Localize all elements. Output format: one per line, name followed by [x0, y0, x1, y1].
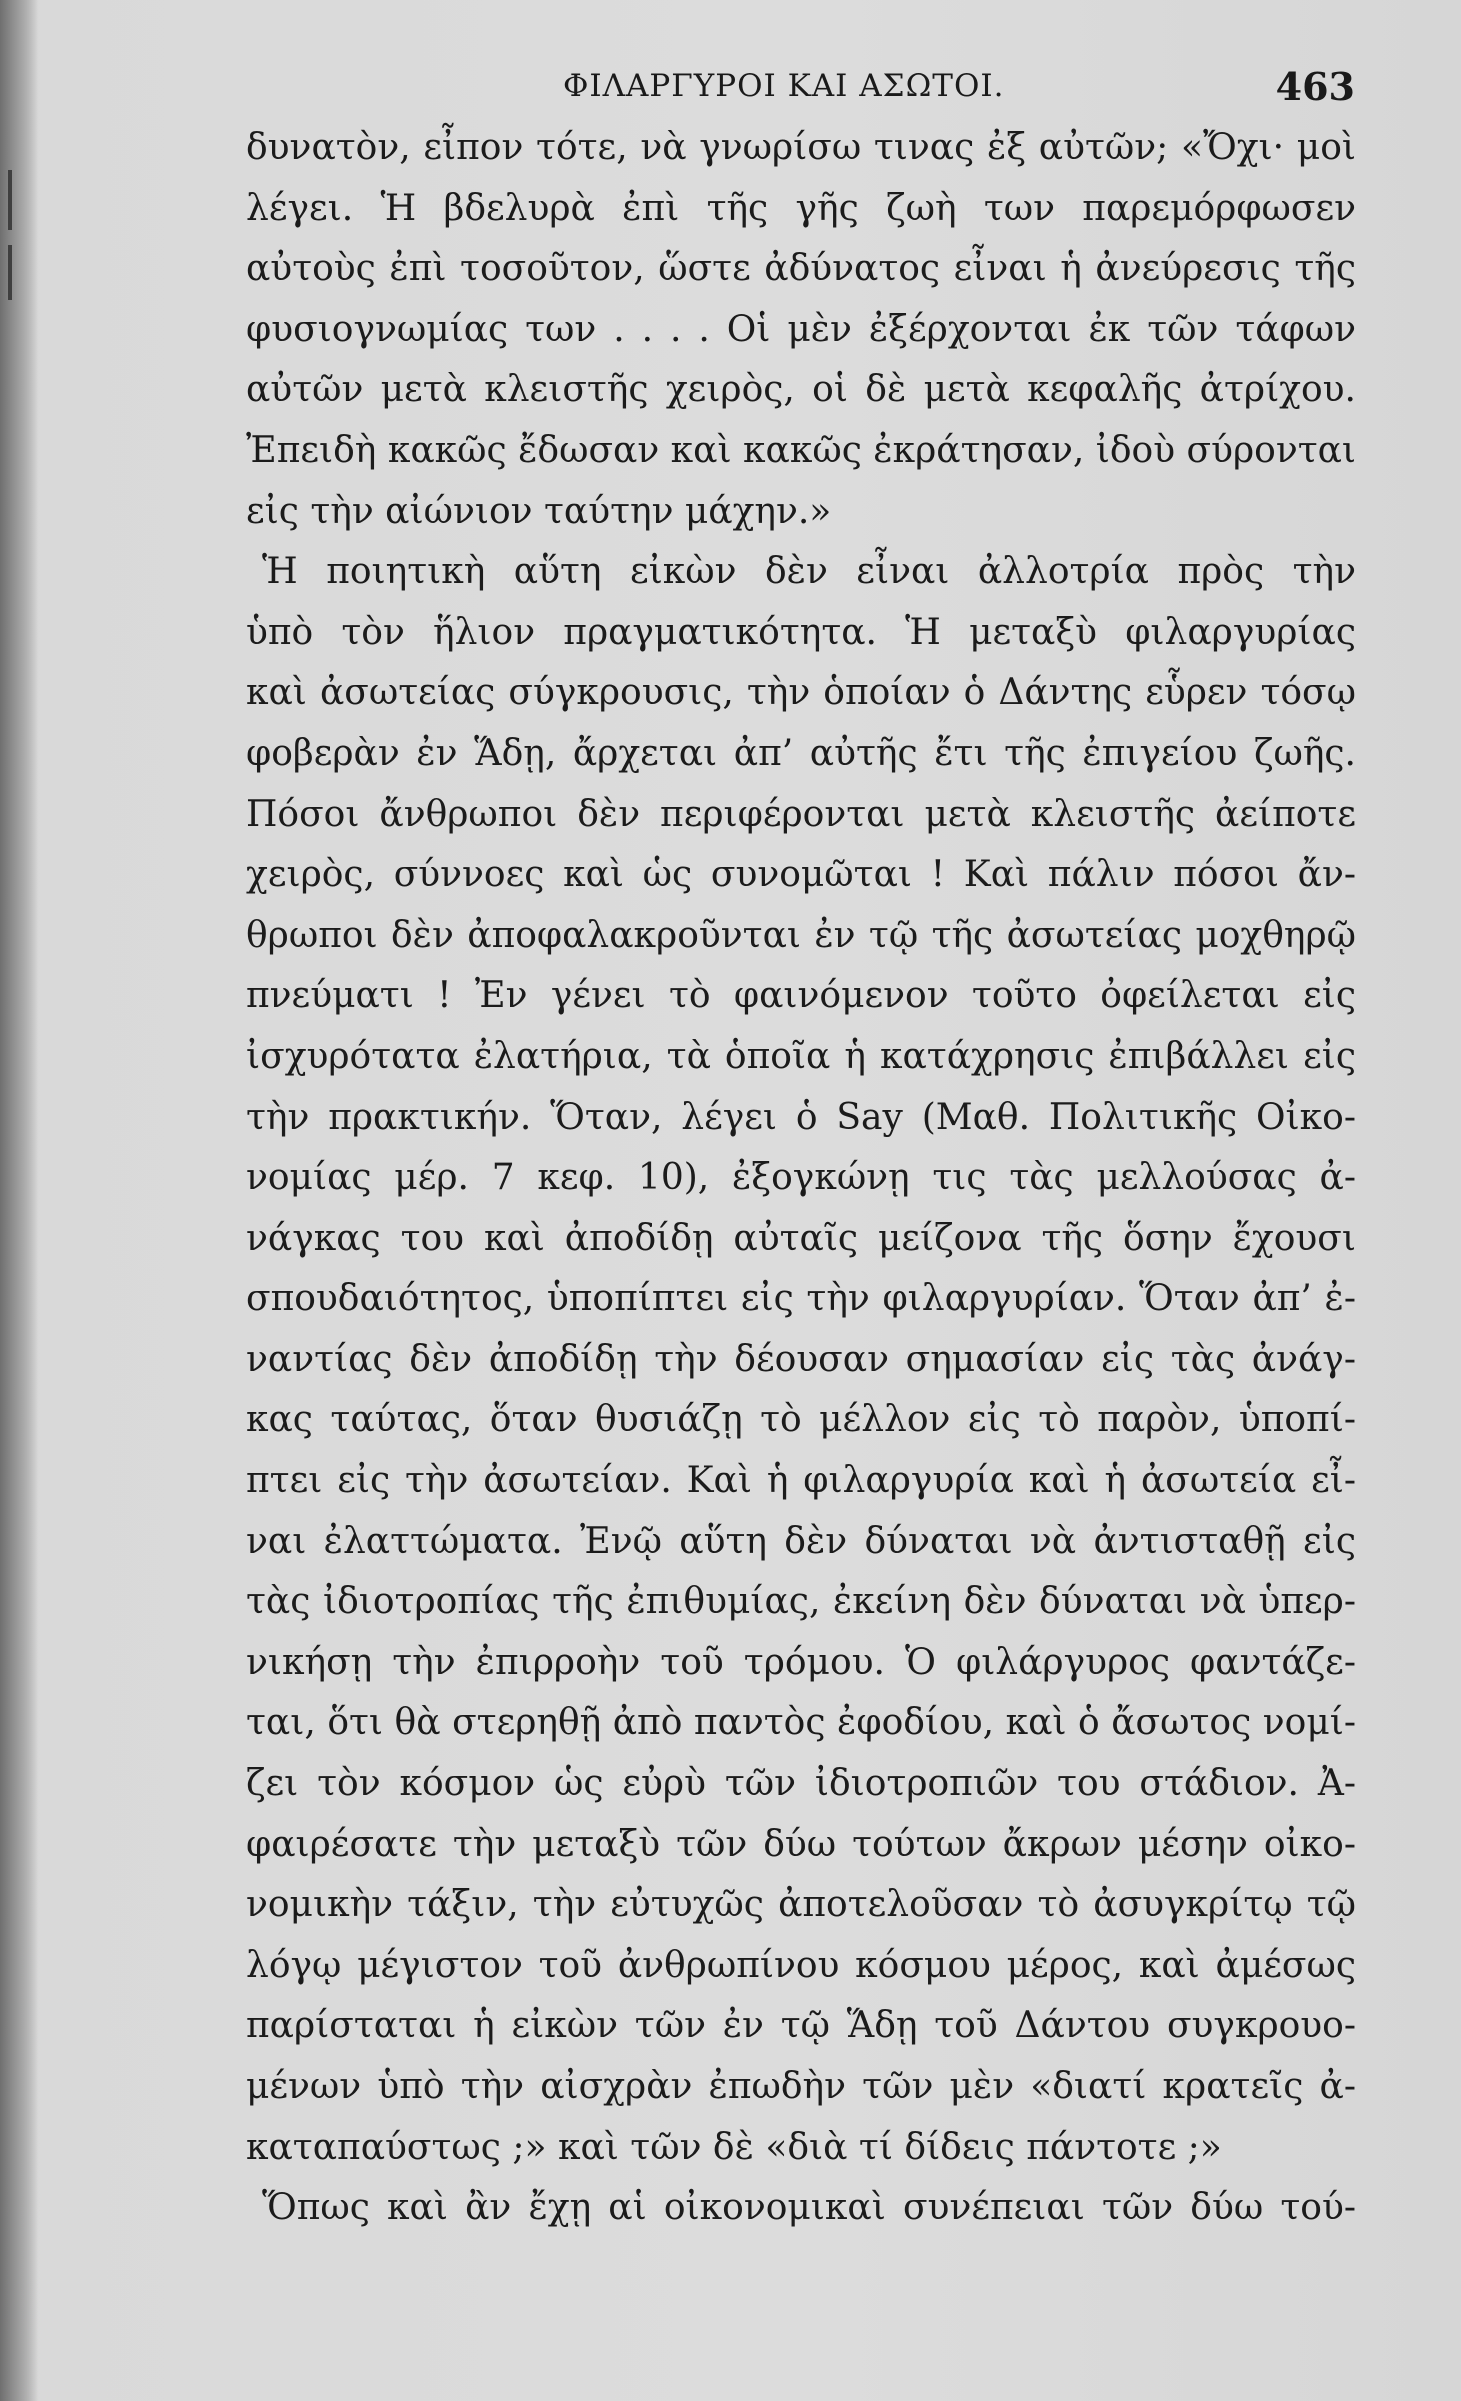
- text-line: νάγκας του καὶ ἀποδίδῃ αὐταῖς μείζονα τῆς ὅσην ἔχουσι: [246, 1217, 1356, 1259]
- text-line: ζει τὸν κόσμον ὡς εὐρὺ τῶν ἰδιοτροπιῶν του στάδιον. Ἀ-: [246, 1763, 1356, 1805]
- text-line: ναντίας δὲν ἀποδίδῃ τὴν δέουσαν σημασίαν εἰς τὰς ἀνάγ-: [246, 1338, 1356, 1380]
- text-line: φυσιογνωμίας των . . . . Οἱ μὲν ἐξέρχονται ἐκ τῶν τάφων: [246, 308, 1356, 350]
- text-line: φαιρέσατε τὴν μεταξὺ τῶν δύω τούτων ἄκρων μέσην οἰκο-: [246, 1823, 1356, 1865]
- text-line: πνεύματι ! Ἐν γένει τὸ φαινόμενον τοῦτο ὀφείλεται εἰς: [246, 975, 1356, 1017]
- text-line: πτει εἰς τὴν ἀσωτείαν. Καὶ ἡ φιλαργυρία καὶ ἡ ἀσωτεία εἶ-: [246, 1460, 1356, 1502]
- text-line: παρίσταται ἡ εἰκὼν τῶν ἐν τῷ Ἅδῃ τοῦ Δάντου συγκρουο-: [246, 2005, 1356, 2047]
- text-line: ται, ὅτι θὰ στερηθῇ ἀπὸ παντὸς ἐφοδίου, καὶ ὁ ἄσωτος νομί-: [246, 1702, 1356, 1744]
- text-line: καὶ ἀσωτείας σύγκρουσις, τὴν ὁποίαν ὁ Δάντης εὗρεν τόσῳ: [246, 672, 1356, 714]
- gutter-mark: [8, 170, 12, 230]
- text-line: Πόσοι ἄνθρωποι δὲν περιφέρονται μετὰ κλειστῆς ἀείποτε: [246, 793, 1356, 835]
- text-line: εἰς τὴν αἰώνιον ταύτην μάχην.»: [246, 490, 832, 532]
- text-line: λόγῳ μέγιστον τοῦ ἀνθρωπίνου κόσμου μέρος, καὶ ἀμέσως: [246, 1944, 1356, 1986]
- text-line: θρωποι δὲν ἀποφαλακροῦνται ἐν τῷ τῆς ἀσωτείας μοχθηρῷ: [246, 914, 1356, 956]
- text-line: Ἡ ποιητικὴ αὕτη εἰκὼν δὲν εἶναι ἀλλοτρία πρὸς τὴν: [262, 551, 1356, 593]
- text-line: λέγει. Ἡ βδελυρὰ ἐπὶ τῆς γῆς ζωὴ των παρεμόρφωσεν: [246, 187, 1356, 229]
- text-line: χειρὸς, σύννοες καὶ ὡς συνομῶται ! Καὶ πάλιν πόσοι ἄν-: [246, 854, 1356, 896]
- text-line: ἰσχυρότατα ἐλατήρια, τὰ ὁποῖα ἡ κατάχρησις ἐπιβάλλει εἰς: [246, 1035, 1356, 1077]
- text-line: κας ταύτας, ὅταν θυσιάζῃ τὸ μέλλον εἰς τὸ παρὸν, ὑποπί-: [246, 1399, 1356, 1441]
- text-line: Ἐπειδὴ κακῶς ἔδωσαν καὶ κακῶς ἐκράτησαν, ἰδοὺ σύρονται: [246, 429, 1356, 471]
- text-line: ναι ἐλαττώματα. Ἐνῷ αὕτη δὲν δύναται νὰ ἀντισταθῇ εἰς: [246, 1520, 1356, 1562]
- text-line: τὴν πρακτικήν. Ὅταν, λέγει ὁ Say (Μαθ. Πολιτικῆς Οἰκο-: [246, 1096, 1356, 1138]
- text-line: Ὅπως καὶ ἂν ἔχῃ αἱ οἰκονομικαὶ συνέπειαι τῶν δύω τού-: [262, 2187, 1356, 2229]
- running-title: ΦΙΛΑΡΓΥΡΟΙ ΚΑΙ ΑΣΩΤΟΙ.: [563, 68, 1005, 104]
- body-text: [246, 118, 1356, 2239]
- binding-gutter: [0, 0, 38, 2401]
- text-line: φοβερὰν ἐν Ἅδῃ, ἄρχεται ἀπ’ αὐτῆς ἔτι τῆς ἐπιγείου ζωῆς.: [246, 732, 1356, 774]
- text-line: τὰς ἰδιοτροπίας τῆς ἐπιθυμίας, ἐκείνη δὲν δύναται νὰ ὑπερ-: [246, 1581, 1356, 1623]
- page-number: 463: [1275, 64, 1355, 109]
- text-line: νομικὴν τάξιν, τὴν εὐτυχῶς ἀποτελοῦσαν τὸ ἀσυγκρίτῳ τῷ: [246, 1884, 1356, 1926]
- text-line: αὐτῶν μετὰ κλειστῆς χειρὸς, οἱ δὲ μετὰ κεφαλῆς ἀτρίχου.: [246, 369, 1356, 411]
- text-line: δυνατὸν, εἶπον τότε, νὰ γνωρίσω τινας ἐξ αὐτῶν; «Ὄχι· μοὶ: [246, 127, 1356, 168]
- text-line: ὑπὸ τὸν ἥλιον πραγματικότητα. Ἡ μεταξὺ φιλαργυρίας: [246, 611, 1356, 653]
- running-head: [240, 64, 1355, 116]
- text-line: νομίας μέρ. 7 κεφ. 10), ἐξογκώνῃ τις τὰς μελλούσας ἀ-: [246, 1157, 1356, 1199]
- text-line: σπουδαιότητος, ὑποπίπτει εἰς τὴν φιλαργυρίαν. Ὅταν ἀπ’ ἐ-: [246, 1278, 1356, 1320]
- text-line: μένων ὑπὸ τὴν αἰσχρὰν ἐπωδὴν τῶν μὲν «διατί κρατεῖς ἀ-: [246, 2066, 1356, 2107]
- text-line: καταπαύστως ;» καὶ τῶν δὲ «διὰ τί δίδεις πάντοτε ;»: [246, 2126, 1222, 2168]
- gutter-mark: [8, 245, 12, 300]
- text-line: αὐτοὺς ἐπὶ τοσοῦτον, ὥστε ἀδύνατος εἶναι ἡ ἀνεύρεσις τῆς: [246, 248, 1356, 290]
- text-line: νικήσῃ τὴν ἐπιρροὴν τοῦ τρόμου. Ὁ φιλάργυρος φαντάζε-: [246, 1641, 1356, 1683]
